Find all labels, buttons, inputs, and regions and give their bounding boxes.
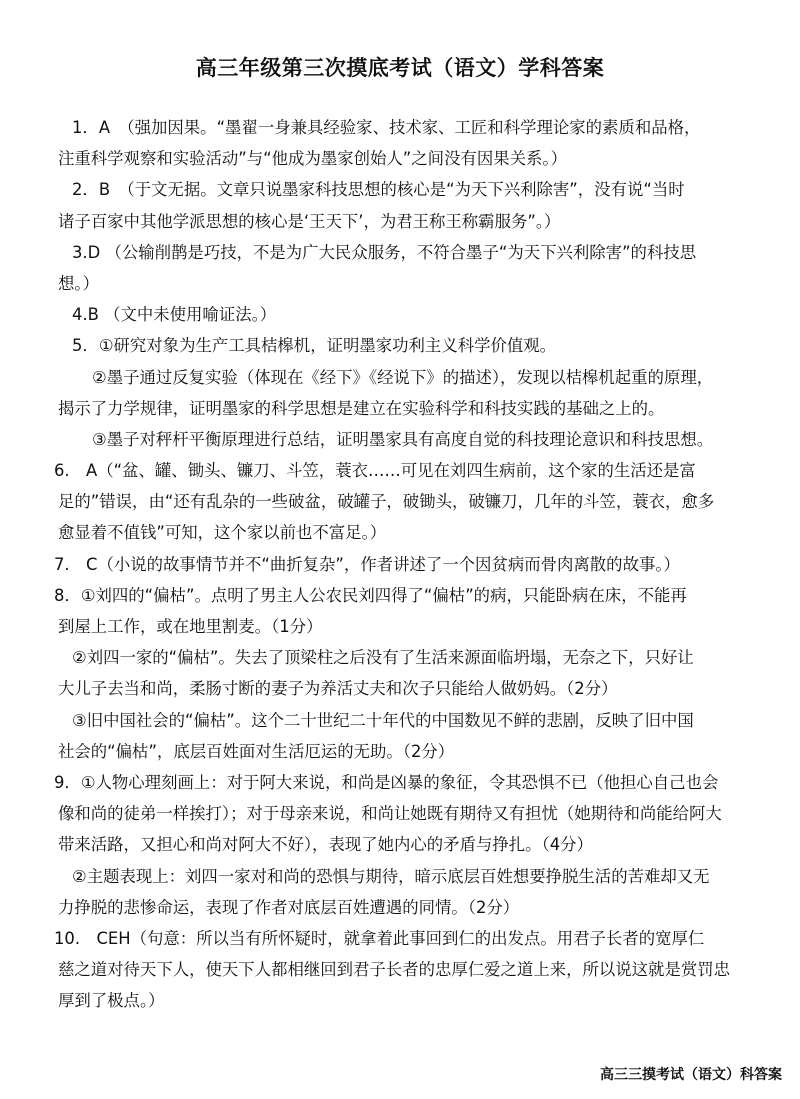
answer-line: 足的”错误，由“还有乱杂的一些破盆，破罐子，破锄头，破镰刀，几年的斗笠，蓑衣，愈多 [58,492,715,512]
answer-line: 7. C（小说的故事情节并不“曲折复杂”，作者讲述了一个因贫病而骨肉离散的故事。） [54,554,680,574]
answer-line: 10. CEH（句意：所以当有所怀疑时，就拿着此事回到仁的出发点。用君子长者的宽厚仁 [54,928,705,948]
answer-line: ③墨子对秤杆平衡原理进行总结，证明墨家具有高度自觉的科技理论意识和科技思想。 [92,429,714,449]
answer-line: ②主题表现上：刘四一家对和尚的恐惧与期待，暗示底层百姓想要挣脱生活的苦难却又无 [72,866,710,886]
answer-line: 力挣脱的悲惨命运，表现了作者对底层百姓遭遇的同情。（2分） [58,897,520,917]
answer-line: ②墨子通过反复实验（体现在《经下》《经说下》的描述），发现以桔槔机起重的原理， [92,367,714,387]
answer-line: 6. A（“盆、罐、锄头、镰刀、斗笠，蓑衣……可见在刘四生病前，这个家的生活还是富 [54,461,696,481]
answer-line: 5．①研究对象为生产工具桔槔机，证明墨家功利主义科学价值观。 [72,336,557,356]
answer-line: 社会的“偏枯”，底层百姓面对生活厄运的无助。（2分） [58,741,455,761]
answer-line: 慈之道对待天下人，使天下人都相继回到君子长者的忠厚仁爱之道上来，所以说这就是赏罚忠 [58,960,731,980]
answer-line: 厚到了极点。） [58,991,165,1011]
answer-line: 到屋上工作，或在地里割麦。（1分） [58,617,323,636]
answer-line: ③旧中国社会的“偏枯”。这个二十世纪二十年代的中国数见不鲜的悲剧，反映了旧中国 [72,710,694,730]
answer-line: 带来活路，又担心和尚对阿大不好），表现了她内心的矛盾与挣扎。（4分） [58,835,593,855]
answer-line: ②刘四一家的“偏枯”。失去了顶梁柱之后没有了生活来源面临坍塌，无奈之下，只好让 [72,648,694,668]
answer-line: 2．B （于文无据。文章只说墨家科技思想的核心是“为天下兴利除害”，没有说“当时 [72,180,685,200]
answer-line: 诸子百家中其他学派思想的核心是‘王天下’，为君王称王称霸服务”。） [58,211,561,231]
answer-line: 大儿子去当和尚，柔肠寸断的妻子为养活丈夫和次子只能给人做奶妈。（2分） [58,679,618,699]
answer-line: 9．①人物心理刻画上：对于阿大来说，和尚是凶暴的象征，令其恐惧不已（他担心自己也会 [54,772,719,792]
answer-line: 1．A （强加因果。“墨翟一身兼具经验家、技术家、工匠和科学理论家的素质和品格， [72,118,701,137]
page-footer: 高三三摸考试（语文）科答案 [600,1067,782,1083]
answer-line: 4.B （文中未使用喻证法。） [72,305,277,325]
page-title: 高三年级第三次摸底考试（语文）学科答案 [195,56,605,80]
answer-line: 注重科学观察和实验活动”与“他成为墨家创始人”之间没有因果关系。） [58,149,567,169]
answer-line: 想。） [58,273,99,293]
answer-line: 8．①刘四的“偏枯”。点明了男主人公农民刘四得了“偏枯”的病，只能卧病在床，不能再 [54,585,687,605]
answer-line: 愈显着不值钱”可知，这个家以前也不富足。） [58,523,387,543]
answer-line: 像和尚的徒弟一样挨打）；对于母亲来说，和尚让她既有期待又有担忧（她期待和尚能给阿大 [58,804,722,824]
answer-line: 揭示了力学规律，证明墨家的科学思想是建立在实验科学和科技实践的基础之上的。 [58,398,665,418]
answer-line: 3.D （公输削鹊是巧技，不是为广大民众服务，不符合墨子“为天下兴利除害”的科技思 [72,242,697,262]
answer-body [54,112,780,1016]
